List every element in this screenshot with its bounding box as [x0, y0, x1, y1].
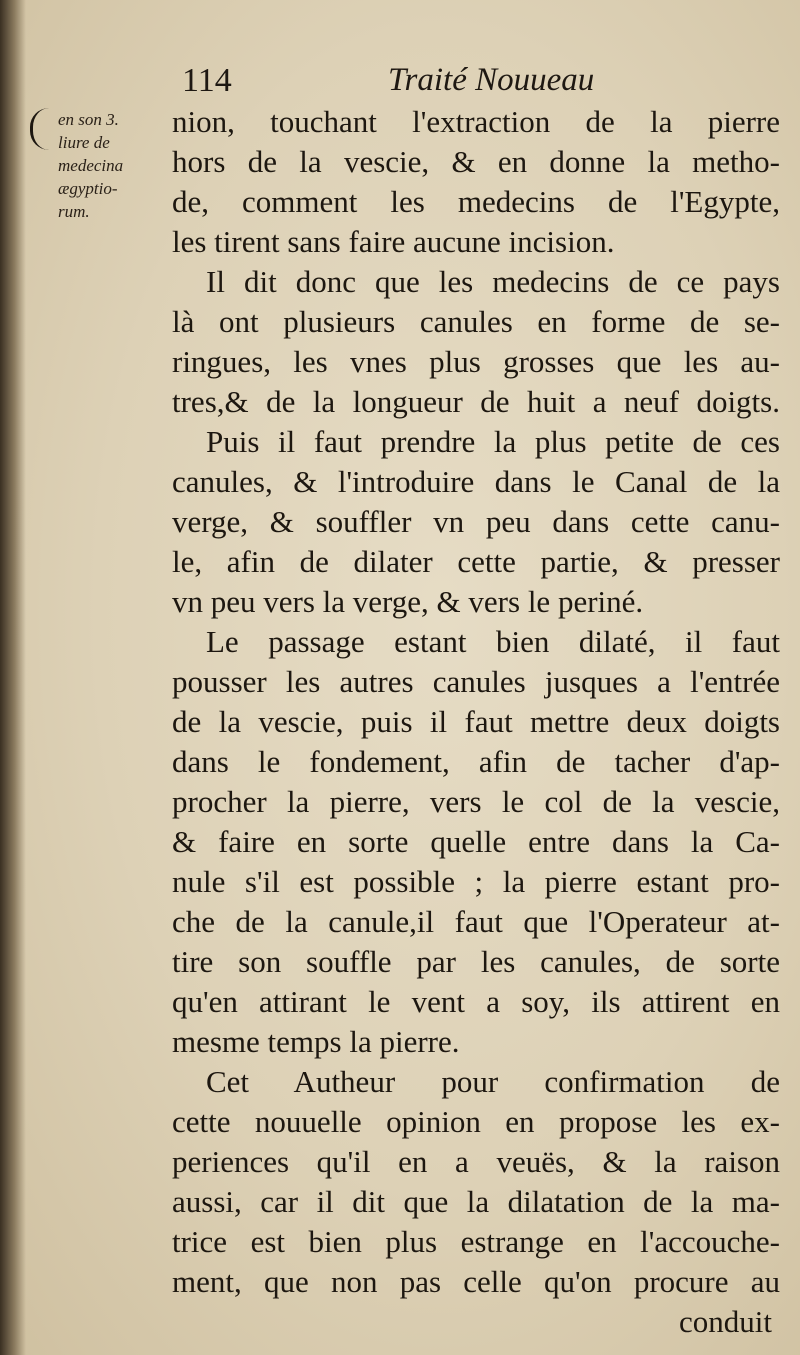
- running-title: Traité Nouueau: [388, 62, 595, 98]
- text-line: tres,& de la longueur de huit a neuf doigts.: [172, 384, 780, 419]
- page-header: [0, 60, 800, 104]
- margin-note-line: medecina: [58, 156, 124, 175]
- text-line: che de la canule,il faut que l'Operateur at-: [172, 904, 780, 939]
- catchword: conduit: [679, 1304, 772, 1339]
- text-line: vn peu vers la verge, & vers le periné.: [172, 584, 644, 619]
- text-line: qu'en attirant le vent a soy, ils attirent en: [172, 984, 780, 1019]
- page-gutter-shadow: [0, 0, 26, 1355]
- margin-bracket-mark: [30, 108, 49, 150]
- text-line: verge, & souffler vn peu dans cette canu-: [172, 504, 780, 539]
- text-line: trice est bien plus estrange en l'accouche-: [172, 1224, 780, 1259]
- margin-note-line: en son 3.: [58, 110, 119, 129]
- text-line: nule s'il est possible ; la pierre estant pro-: [172, 864, 780, 899]
- text-line: periences qu'il en a veuës, & la raison: [172, 1144, 780, 1179]
- margin-note-line: rum.: [58, 202, 90, 221]
- text-line: cette nouuelle opinion en propose les ex-: [172, 1104, 780, 1139]
- text-line: hors de la vescie, & en donne la metho-: [172, 144, 780, 179]
- body-text: [172, 102, 780, 1342]
- text-line: & faire en sorte quelle entre dans la Ca-: [172, 824, 780, 859]
- text-line: tire son souffle par les canules, de sorte: [172, 944, 780, 979]
- text-line: Il dit donc que les medecins de ce pays: [206, 264, 780, 299]
- text-line: là ont plusieurs canules en forme de se-: [172, 304, 780, 339]
- text-line: de, comment les medecins de l'Egypte,: [172, 184, 780, 219]
- text-line: Puis il faut prendre la plus petite de ces: [206, 424, 780, 459]
- text-line: Cet Autheur pour confirmation de: [206, 1064, 780, 1099]
- page-number: 114: [182, 62, 232, 99]
- text-line: aussi, car il dit que la dilatation de la ma-: [172, 1184, 780, 1219]
- text-line: nion, touchant l'extraction de la pierre: [172, 104, 780, 139]
- margin-note-line: ægyptio-: [58, 179, 118, 198]
- text-line: ringues, les vnes plus grosses que les au-: [172, 344, 780, 379]
- text-line: les tirent sans faire aucune incision.: [172, 224, 615, 259]
- text-line: le, afin de dilater cette partie, & presser: [172, 544, 780, 579]
- text-line: procher la pierre, vers le col de la vescie,: [172, 784, 780, 819]
- text-line: pousser les autres canules jusques a l'entrée: [172, 664, 780, 699]
- text-line: ment, que non pas celle qu'on procure au: [172, 1264, 780, 1299]
- margin-note: [58, 108, 188, 223]
- text-line: mesme temps la pierre.: [172, 1024, 460, 1059]
- margin-note-line: liure de: [58, 133, 110, 152]
- text-line: de la vescie, puis il faut mettre deux doigts: [172, 704, 780, 739]
- text-line: Le passage estant bien dilaté, il faut: [206, 624, 780, 659]
- text-line: dans le fondement, afin de tacher d'ap-: [172, 744, 780, 779]
- text-line: canules, & l'introduire dans le Canal de la: [172, 464, 780, 499]
